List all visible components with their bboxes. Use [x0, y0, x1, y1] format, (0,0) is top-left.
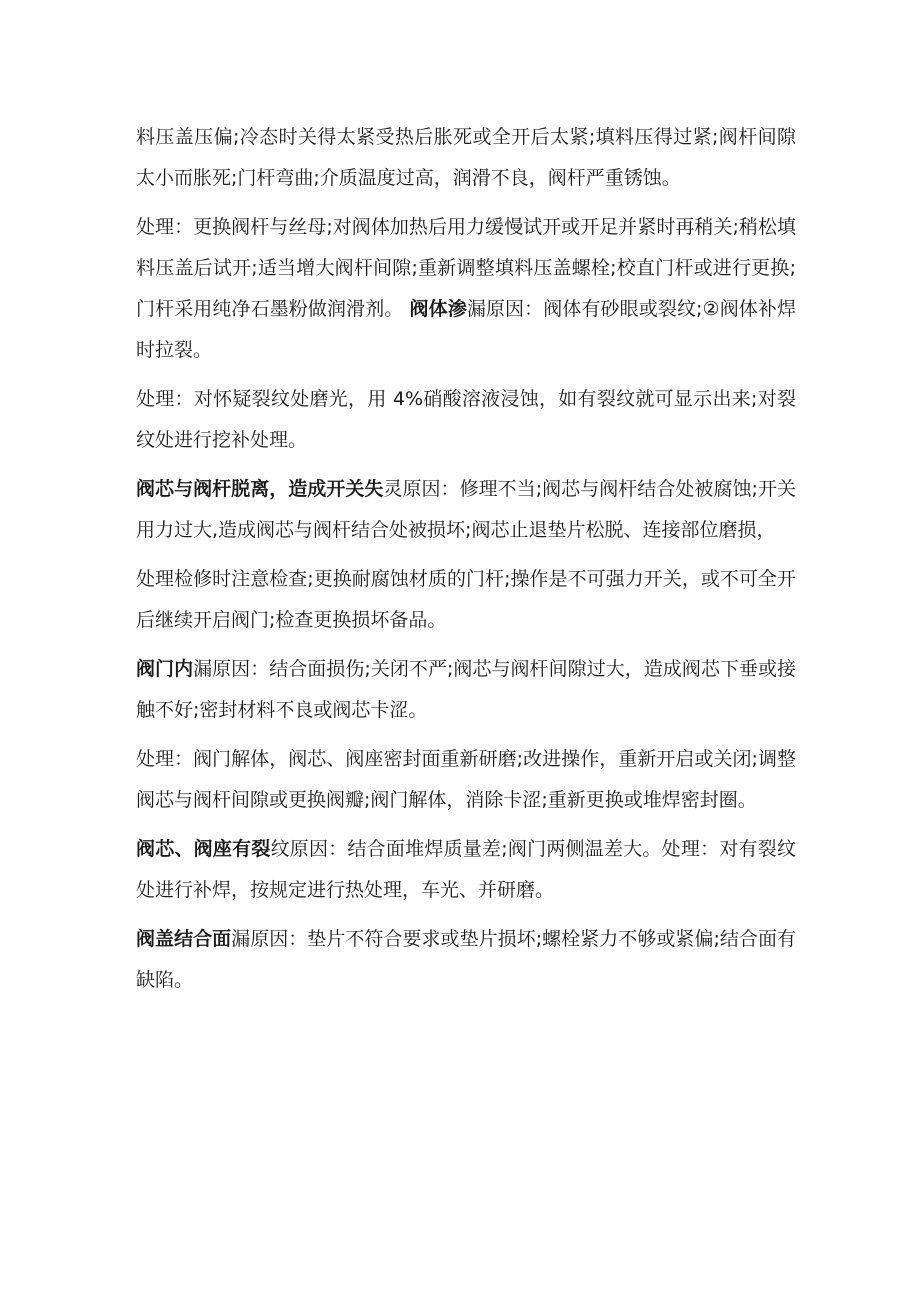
paragraph-valve-body-leak-treatment	[136, 379, 796, 461]
paragraph-text: 灵原因：修理不当;阀芯与阀杆结合处被腐蚀;开关用力过大,造成阀芯与阀杆结合处被损坏;阀芯止退垫片松脱、连接部位磨损，	[136, 478, 796, 541]
document-page	[136, 117, 796, 1009]
paragraph-text: 料压盖压偏;冷态时关得太紧受热后胀死或全开后太紧;填料压得过紧;阀杆间隙太小而胀死;门杆弯曲;介质温度过高，润滑不良，阀杆严重锈蚀。	[136, 126, 796, 189]
paragraph-text: 处理：对怀疑裂纹处磨光，用 4%硝酸溶液浸蚀，如有裂纹就可显示出来;对裂纹处进行挖补处理。	[136, 388, 796, 451]
paragraph-text: 纹原因：结合面堆焊质量差;阀门两侧温差大。处理：对有裂纹处进行补焊，按规定进行热处理，车光、并研磨。	[136, 838, 796, 901]
paragraph-internal-leak	[136, 649, 796, 731]
section-heading-valve-body-leak: 阀体渗	[409, 298, 467, 320]
paragraph-disc-seat-cracks	[136, 829, 796, 911]
paragraph-valve-stem-seizure-treatment	[136, 207, 796, 371]
paragraph-text: 漏原因：结合面损伤;关闭不严;阀芯与阀杆间隙过大，造成阀芯下垂或接触不好;密封材料不良或阀芯卡涩。	[136, 658, 796, 721]
section-heading-internal-leak: 阀门内	[136, 658, 194, 680]
section-heading-disc-stem-separation: 阀芯与阀杆脱离，造成开关失	[136, 478, 384, 500]
paragraph-text: 处理：阀门解体，阀芯、阀座密封面重新研磨;改进操作，重新开启或关闭;调整阀芯与阀杆间隙或更换阀瓣;阀门解体，消除卡涩;重新更换或堆焊密封圈。	[136, 748, 796, 811]
paragraph-text: 漏原因：阀体有砂眼或裂纹;②阀体补焊时拉裂。	[136, 298, 796, 361]
paragraph-disc-stem-separation	[136, 469, 796, 551]
paragraph-text: 处理检修时注意检查;更换耐腐蚀材质的门杆;操作是不可强力开关，或不可全开后继续开启阀门;检查更换损坏备品。	[136, 568, 796, 631]
paragraph-bonnet-joint-leak	[136, 919, 796, 1001]
paragraph-text: 漏原因：垫片不符合要求或垫片损坏;螺栓紧力不够或紧偏;结合面有缺陷。	[136, 928, 796, 991]
paragraph-internal-leak-treatment	[136, 739, 796, 821]
paragraph-valve-stem-seizure-causes	[136, 117, 796, 199]
paragraph-text: 处理：更换阀杆与丝母;对阀体加热后用力缓慢试开或开足并紧时再稍关;稍松填料压盖后试开;适当增大阀杆间隙;重新调整填料压盖螺栓;校直门杆或进行更换;门杆采用纯净石墨粉做润滑剂。	[136, 216, 796, 320]
section-heading-disc-seat-cracks: 阀芯、阀座有裂	[136, 838, 271, 860]
section-heading-bonnet-joint-leak: 阀盖结合面	[136, 928, 232, 950]
paragraph-disc-stem-separation-treatment	[136, 559, 796, 641]
